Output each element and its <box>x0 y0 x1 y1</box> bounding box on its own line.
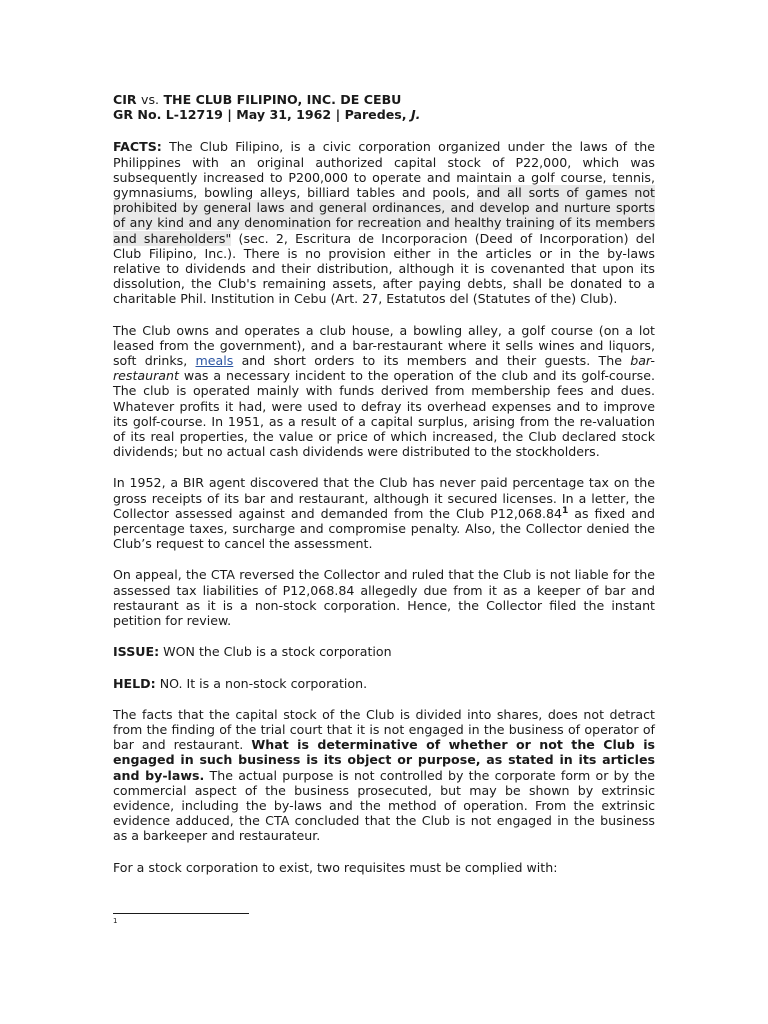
held-label: HELD: <box>113 675 156 691</box>
facts-text-b: (sec. 2, Escritura de Incorporacion (Deed of Incorporation) del Club Filipino, Inc.). There is no provision either in the articles or in the by-laws relative to dividends and their distribution, although it is covenanted that upon its dissolution, the Club's remaining assets, after paying debts, shall be donated to a charitable Phil. Institution in Cebu (Art. 27, Estatutos del (Statutes of the) Club). <box>113 230 655 307</box>
para2-text-c: was a necessary incident to the operation of the club and its golf-course. The club is operated mainly with funds derived from membership fees and dues. Whatever profits it had, were used to defray its overhead expenses and to improve its golf-course. In 1951, as a result of a capital surplus, arising from the re-valuation of its real properties, the value or price of which increased, the Club declared stock dividends; but no actual cash dividends were distributed to the stockholders. <box>113 368 655 460</box>
para2-text-b: and short orders to its members and their guests. The <box>241 353 622 369</box>
citation-main: GR No. L-12719 | May 31, 1962 | Paredes, <box>113 107 407 123</box>
held-paragraph <box>113 676 655 691</box>
issue-label: ISSUE: <box>113 644 160 660</box>
facts-paragraph <box>113 139 655 306</box>
issue-paragraph <box>113 644 655 659</box>
footnote-separator <box>113 913 249 914</box>
versus: vs. <box>141 92 160 107</box>
para2-text-a: The Club owns and operates a club house, a bowling alley, a golf course (on a lot leased from the government), and a bar-restaurant where it sells wines and liquors, soft drinks, <box>113 322 655 369</box>
document-body <box>113 92 655 875</box>
case-citation <box>113 107 655 122</box>
held-text: NO. It is a non-stock corporation. <box>159 675 368 691</box>
para5-text-a: The facts that the capital stock of the Club is divided into shares, does not detract from the finding of the trial court that it is not engaged in the business of operator of bar and restaurant. <box>113 706 655 753</box>
meals-link[interactable]: meals <box>195 353 234 369</box>
footnote-number: 1 <box>113 917 118 925</box>
para6-text: For a stock corporation to exist, two requisites must be complied with: <box>113 859 558 875</box>
para5-text-b: The actual purpose is not controlled by the corporate form or by the commercial aspect of the business prosecuted, but may be shown by extrinsic evidence, including the by-laws and the method of operation. From the extrinsic evidence adduced, the CTA concluded that the Club is not engaged in the business as a barkeeper and restaurateur. <box>113 767 655 844</box>
requisites-paragraph <box>113 860 655 875</box>
citation-judge: J. <box>410 107 421 123</box>
appeal-paragraph <box>113 567 655 628</box>
para5-bold-text: What is determinative of whether or not the Club is engaged in such business is its object or purpose, as stated in its articles and by-laws. <box>113 737 656 783</box>
para2-italic-text: bar-restaurant <box>113 353 655 384</box>
facts-text-a: The Club Filipino, is a civic corporation organized under the laws of the Philippines with an original authorized capital stock of P22,000, which was subsequently increased to P200,000 to operate and maintain a golf course, tennis, gymnasiums, bowling alleys, billiard tables and pools, <box>113 139 655 201</box>
footnote-reference[interactable]: 1 <box>561 505 569 516</box>
petitioner: CIR <box>113 92 137 107</box>
issue-text: WON the Club is a stock corporation <box>163 644 392 660</box>
bir-assessment-paragraph <box>113 475 655 551</box>
para3-text-a: In 1952, a BIR agent discovered that the Club has never paid percentage tax on the gross receipts of its bar and restaurant, although it secured licenses. In a letter, the Collector assessed against and demanded from the Club P12,068.84 <box>113 475 655 521</box>
facts-highlighted-text: and all sorts of games not prohibited by general laws and general ordinances, and develop and nurture sports of any kind and any denomination for recreation and healthy training of its members and shareholders" <box>113 185 655 246</box>
club-operations-paragraph <box>113 323 655 460</box>
respondent: THE CLUB FILIPINO, INC. DE CEBU <box>163 92 402 107</box>
facts-label: FACTS: <box>113 139 162 155</box>
para3-text-b: as fixed and percentage taxes, surcharge and compromise penalty. Also, the Collector denied the Club’s request to cancel the assessment. <box>113 505 655 552</box>
case-title <box>113 92 655 107</box>
para4-text: On appeal, the CTA reversed the Collector and ruled that the Club is not liable for the assessed tax liabilities of P12,068.84 allegedly due from it as a keeper of bar and restaurant as it is a non-stock corporation. Hence, the Collector filed the instant petition for review. <box>113 567 655 629</box>
ruling-paragraph <box>113 707 655 844</box>
